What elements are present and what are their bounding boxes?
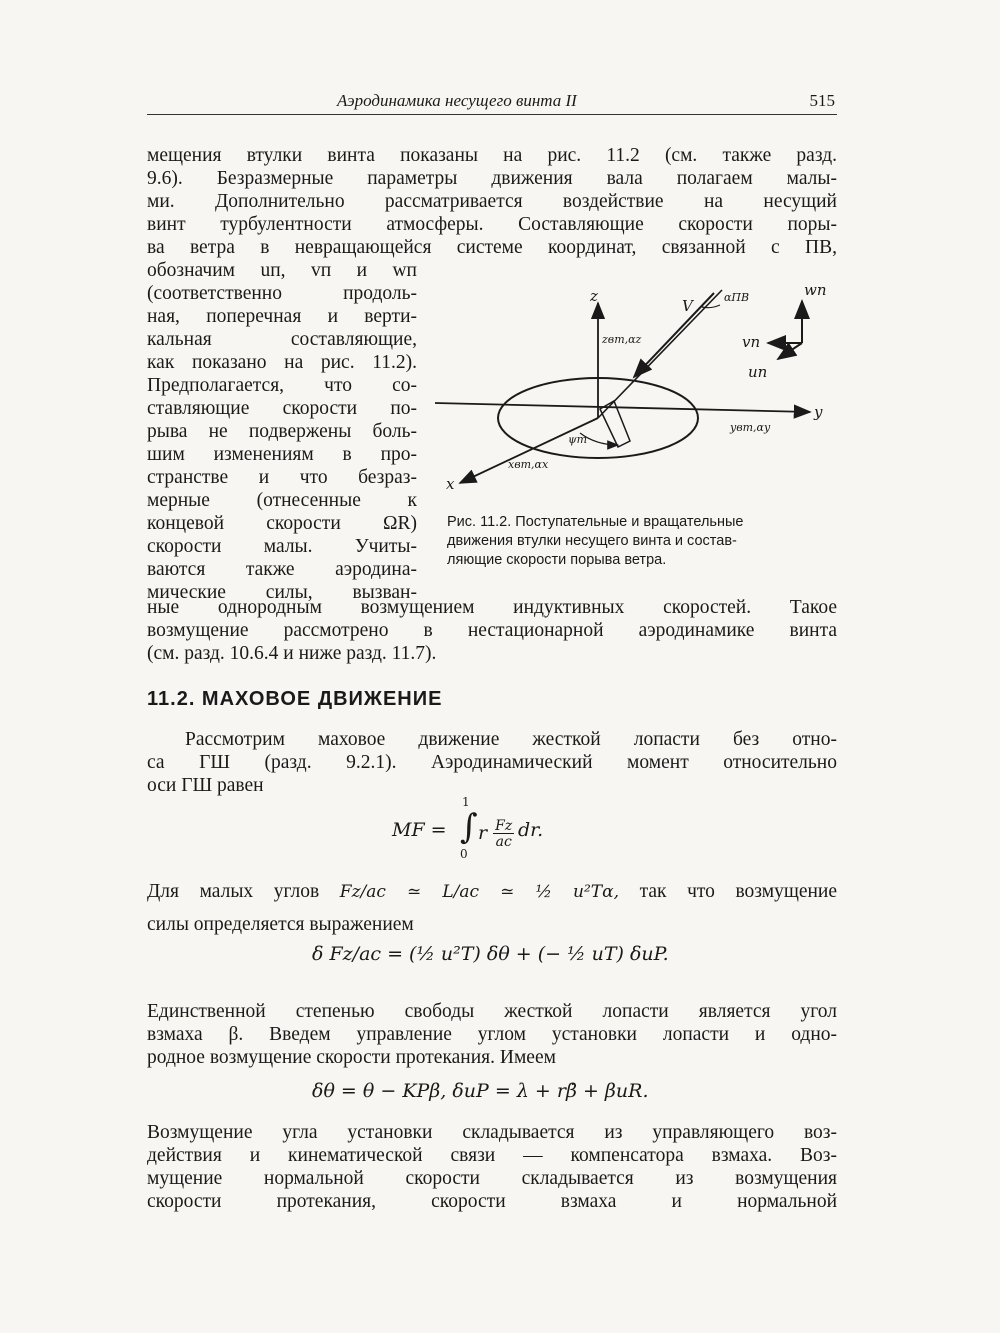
text-line: ные однородным возмущением индуктивных скоростей. Такое: [147, 597, 837, 618]
label-alpha-pv: αПВ: [724, 291, 750, 304]
label-v-n: vп: [742, 333, 761, 351]
eq1-lower-limit: 0: [460, 847, 468, 861]
text-line: мущение нормальной скорости складывается из возмущения: [147, 1168, 837, 1189]
equation-pitch-inflow: δθ = θ − KPβ, δuP = λ + rβ̇ + βuR.: [312, 1080, 649, 1102]
text-line: Рассмотрим маховое движение жесткой лопасти без отно-: [185, 729, 837, 750]
label-z-sub: zвт,αz: [602, 333, 642, 346]
caption-line: Рис. 11.2. Поступательные и вращательные: [447, 514, 744, 530]
text-line: скорости малы. Учиты-: [147, 536, 417, 557]
label-x-sub: xвт,αx: [508, 458, 549, 471]
paragraph-flapping-intro: [147, 728, 837, 797]
section-heading: 11.2. МАХОВОЕ ДВИЖЕНИЕ: [147, 688, 443, 710]
integral-sign: ∫: [460, 807, 478, 847]
text-line: силы определяется выражением: [147, 914, 414, 935]
text-line: ставляющие скорости по-: [147, 398, 417, 419]
text-line: ва ветра в невращающейся системе координат, связанной с ПВ,: [147, 237, 837, 258]
small-angles-math: Fz/ac ≃ L/ac ≃ ½ u²Tα,: [339, 882, 620, 902]
small-angles-text: Для малых углов: [147, 881, 320, 902]
eq1-fraction: [493, 819, 514, 849]
paragraph-pitch-perturbation: [147, 1121, 837, 1213]
text-line: как показано на рис. 11.2).: [147, 352, 417, 373]
small-angles-rest: так что возмущение: [639, 881, 838, 902]
eq1-integrand: [478, 819, 514, 849]
text-line: скорости протекания, скорости взмаха и нормальной: [147, 1191, 837, 1212]
text-line: оси ГШ равен: [147, 775, 264, 796]
equation-moment: [392, 795, 592, 865]
running-header: [147, 88, 837, 115]
label-z: z: [590, 287, 598, 305]
hub-motion-diagram: [430, 285, 840, 510]
text-line: ми. Дополнительно рассматривается воздействие на несущий: [147, 191, 837, 212]
text-line: странстве и что безраз-: [147, 467, 417, 488]
text-line: концевой скорости ΩR): [147, 513, 417, 534]
equation-force-perturbation: δ Fz/ac = (½ u²T) δθ + (− ½ uT) δuP.: [312, 943, 669, 965]
text-line: Единственной степенью свободы жесткой лопасти является угол: [147, 1001, 837, 1022]
alpha-pv-arc: [702, 305, 720, 308]
text-line: рыва не подвержены боль-: [147, 421, 417, 442]
text-line: родное возмущение скорости протекания. Имеем: [147, 1047, 556, 1068]
y-axis: [435, 403, 810, 412]
paragraph-gust-narrow-column: [147, 259, 417, 604]
text-line: возмущение рассмотрено в нестационарной аэродинамике винта: [147, 620, 837, 641]
running-title: Аэродинамика несущего винта II: [337, 91, 577, 110]
paragraph-gust-intro: [147, 144, 837, 259]
eq1-r: r: [478, 822, 488, 844]
caption-line: ляющие скорости порыва ветра.: [447, 552, 667, 568]
x-axis: [460, 418, 598, 483]
text-line: ная, поперечная и верти-: [147, 306, 417, 327]
text-line: мещения втулки винта показаны на рис. 11.2 (см. также разд.: [147, 145, 837, 166]
eq1-upper-limit: 1: [462, 795, 470, 809]
label-psi: ψт: [568, 433, 588, 446]
text-line: ваются также аэродина-: [147, 559, 417, 580]
text-line: обозначим uп, vп и wп: [147, 260, 417, 281]
paragraph-gust-tail: [147, 596, 837, 665]
eq1-tail: dr.: [518, 819, 544, 841]
text-line: [147, 880, 837, 904]
text-line: мические силы, вызван-: [147, 582, 417, 603]
label-w-n: wп: [804, 285, 827, 299]
text-line: действия и кинематической связи — компенсатора взмаха. Воз-: [147, 1145, 837, 1166]
label-v: V: [682, 297, 693, 315]
eq1-numerator: Fz: [495, 818, 513, 834]
page-number: 515: [809, 91, 835, 110]
text-line: Предполагается, что со-: [147, 375, 417, 396]
figure-caption: [447, 513, 837, 570]
gust-u-vector: [778, 343, 802, 359]
text-line: шим изменениям в про-: [147, 444, 417, 465]
text-line: кальная составляющие,: [147, 329, 417, 350]
text-line: 9.6). Безразмерные параметры движения вала полагаем малы-: [147, 168, 837, 189]
label-y: y: [814, 403, 823, 421]
eq1-denominator: ac: [493, 833, 514, 849]
caption-line: движения втулки несущего винта и состав-: [447, 533, 737, 549]
text-line: (соответственно продоль-: [147, 283, 417, 304]
label-x: x: [446, 475, 455, 493]
paragraph-degree-of-freedom: [147, 1000, 837, 1069]
text-line: Возмущение угла установки складывается из управляющего воз-: [147, 1122, 837, 1143]
velocity-vector-v: [634, 293, 714, 377]
text-line: (см. разд. 10.6.4 и ниже разд. 11.7).: [147, 643, 437, 664]
text-line: взмаха β. Введем управление углом установки лопасти и одно-: [147, 1024, 837, 1045]
paragraph-small-angles: [147, 880, 837, 936]
text-line: са ГШ (разд. 9.2.1). Аэродинамический момент относительно: [147, 752, 837, 773]
text-line: винт турбулентности атмосферы. Составляющие скорости поры-: [147, 214, 837, 235]
label-y-sub: yвт,αy: [730, 421, 771, 434]
label-u-n: uп: [748, 363, 768, 381]
text-line: мерные (отнесенные к: [147, 490, 417, 511]
gust-velocity-line: [598, 290, 722, 418]
eq1-lhs: MF =: [392, 819, 447, 841]
figure-11-2-diagram: [430, 285, 840, 510]
